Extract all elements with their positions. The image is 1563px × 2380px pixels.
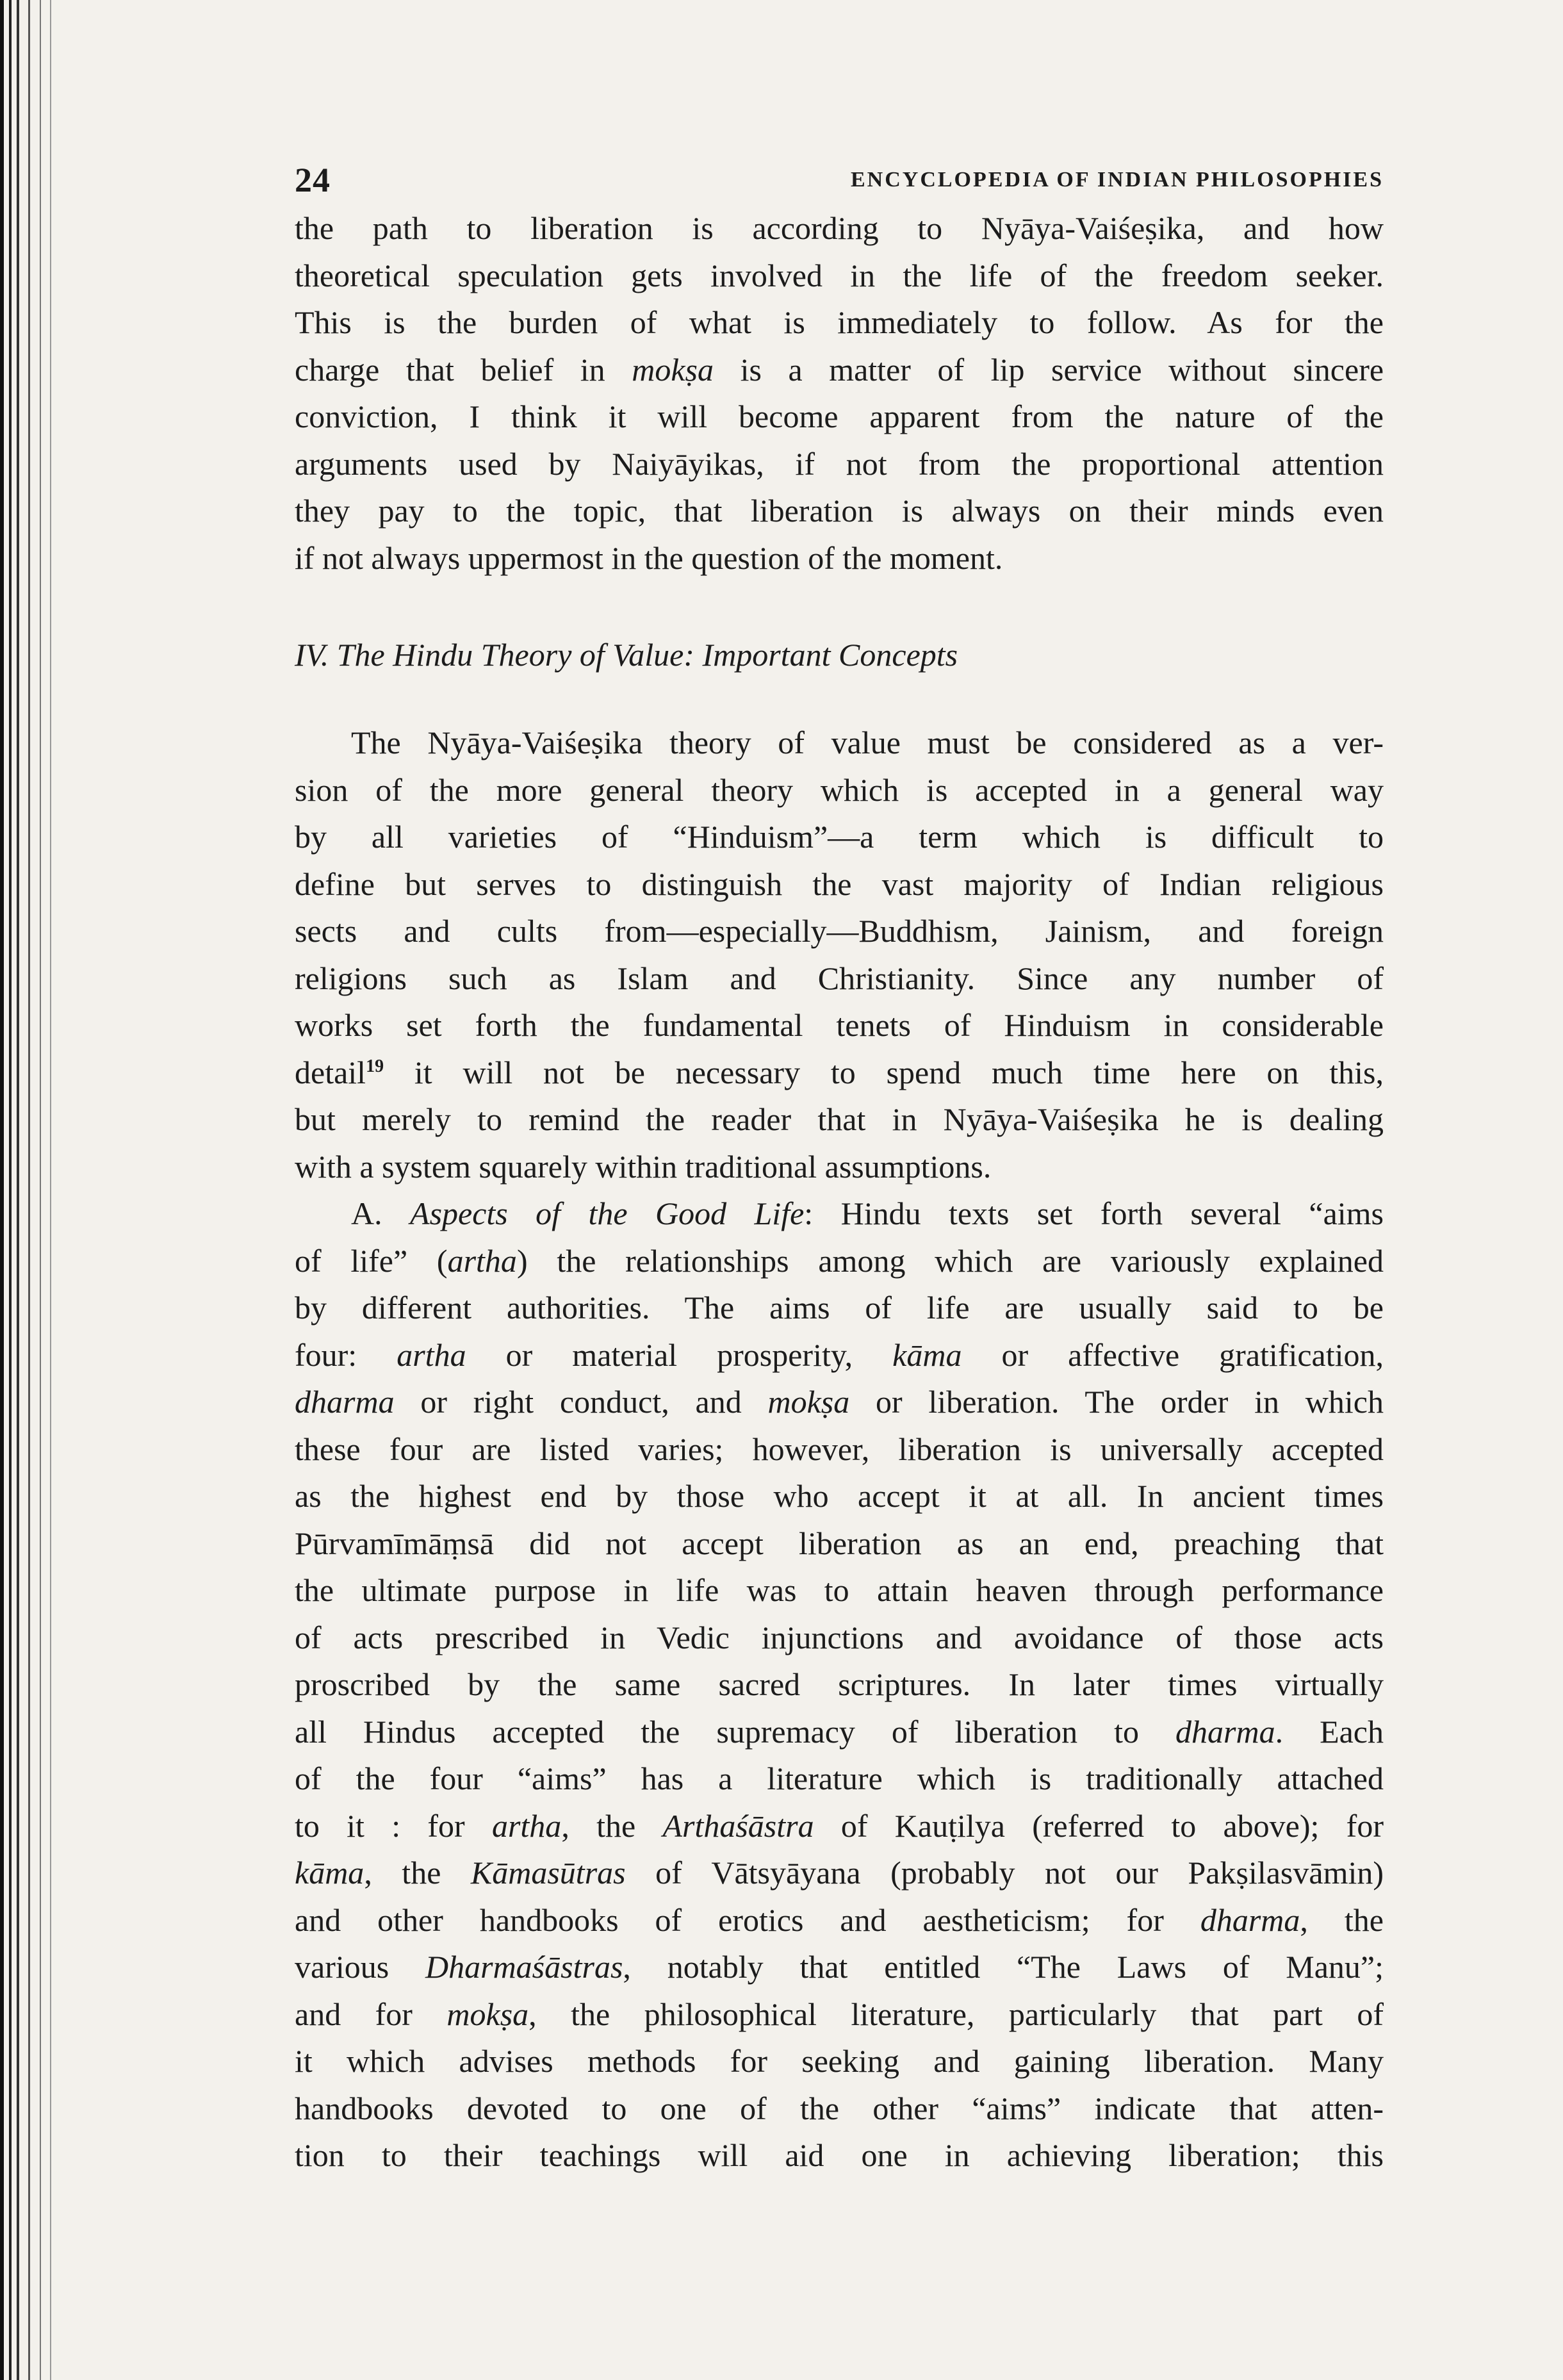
- text-line: [295, 347, 1384, 394]
- book-page: [295, 154, 1384, 2179]
- term-dharma: dharma: [1175, 1713, 1275, 1750]
- text-line: [295, 1803, 1384, 1850]
- title-arthasastra: Arthaśāstra: [662, 1807, 814, 1844]
- term-artha: artha: [447, 1242, 517, 1279]
- text-fragment: ) the relationships among which are variously explained: [516, 1242, 1384, 1279]
- text-fragment: four:: [295, 1336, 397, 1373]
- text-line: This is the burden of what is immediately to follow. As for the: [295, 304, 1384, 340]
- text-line: with a system squarely within traditional assumptions.: [295, 1148, 992, 1185]
- text-line: [295, 1897, 1384, 1944]
- term-moksa: mokṣa: [446, 1996, 529, 2032]
- text-fragment: , the philosophical literature, particularly that part of: [528, 1996, 1384, 2032]
- section-title-main: The Hindu Theory of Value: [336, 637, 684, 673]
- text-line: define but serves to distinguish the vast majority of Indian religious: [295, 866, 1384, 902]
- text-fragment: and other handbooks of erotics and aestheticism; for: [295, 1901, 1200, 1938]
- text-fragment: various: [295, 1949, 425, 1985]
- section-numeral: IV.: [295, 637, 329, 673]
- title-kamasutras: Kāmasūtras: [470, 1855, 626, 1891]
- text-line: works set forth the fundamental tenets of Hinduism in considerable: [295, 1007, 1384, 1043]
- text-line: handbooks devoted to one of the other “aims” indicate that atten-: [295, 2090, 1384, 2126]
- text-line: arguments used by Naiyāyikas, if not from the proportional attention: [295, 445, 1384, 482]
- text-fragment: all Hindus accepted the supremacy of liberation to: [295, 1713, 1175, 1750]
- title-dharmasastras: Dharmaśāstras: [425, 1949, 623, 1985]
- text-line: these four are listed varies; however, liberation is universally accepted: [295, 1431, 1384, 1467]
- text-line: the ultimate purpose in life was to attain heaven through performance: [295, 1572, 1384, 1608]
- text-line: [295, 1850, 1384, 1897]
- section-title-sub: : Important Concepts: [683, 637, 958, 673]
- paragraph-1: [295, 205, 1384, 582]
- text-line: [295, 1944, 1384, 1991]
- text-line: of the four “aims” has a literature which is traditionally attached: [295, 1760, 1384, 1796]
- text-line: theoretical speculation gets involved in the life of the freedom seeker.: [295, 257, 1384, 293]
- running-head: [295, 154, 1384, 205]
- text-line: proscribed by the same sacred scriptures. In later times virtually: [295, 1666, 1384, 1702]
- term-moksa: mokṣa: [767, 1384, 850, 1420]
- text-line: [295, 1238, 1384, 1285]
- text-fragment: or right conduct, and: [394, 1384, 768, 1420]
- text-line: [295, 1991, 1384, 2039]
- text-line: by different authorities. The aims of life are usually said to be: [295, 1290, 1384, 1325]
- subsection-title: Aspects of the Good Life: [410, 1195, 805, 1231]
- text-line: as the highest end by those who accept it at all. In ancient times: [295, 1478, 1384, 1514]
- text-line: Pūrvamīmāṃsā did not accept liberation as an end, preaching that: [295, 1525, 1384, 1561]
- term-artha: artha: [491, 1807, 562, 1844]
- text-line: [295, 1049, 1384, 1097]
- text-fragment: , the: [364, 1855, 471, 1891]
- paragraph-3: [295, 1190, 1384, 2179]
- text-line: sion of the more general theory which is accepted in a general way: [295, 771, 1384, 808]
- text-line: [295, 1190, 1384, 1238]
- text-line: it which advises methods for seeking and gaining liberation. Many: [295, 2043, 1384, 2079]
- text-line: the path to liberation is according to Nyāya-Vaiśeṣika, and how: [295, 210, 1384, 246]
- text-line: conviction, I think it will become apparent from the nature of the: [295, 398, 1384, 434]
- text-fragment: of Kauṭilya (referred to above); for: [814, 1807, 1384, 1844]
- text-line: tion to their teachings will aid one in achieving liberation; this: [295, 2137, 1384, 2173]
- text-line: by all varieties of “Hinduism”—a term which is difficult to: [295, 819, 1384, 855]
- text-fragment: of life” (: [295, 1242, 448, 1279]
- term-kama: kāma: [892, 1336, 962, 1373]
- text-line: [295, 1379, 1384, 1426]
- text-line: The Nyāya-Vaiśeṣika theory of value must be considered as a ver-: [351, 725, 1384, 760]
- text-line: they pay to the topic, that liberation is always on their minds even: [295, 493, 1384, 529]
- section-heading: [295, 632, 1384, 678]
- paragraph-2: [295, 719, 1384, 1190]
- text-line: religions such as Islam and Christianity. Since any number of: [295, 960, 1384, 996]
- text-line: [295, 1709, 1384, 1756]
- text-fragment: and for: [295, 1996, 447, 2032]
- footnote-marker: 19: [366, 1056, 384, 1076]
- text-line: sects and cults from—especially—Buddhism, Jainism, and foreign: [295, 913, 1384, 949]
- text-fragment: it will not be necessary to spend much time here on this,: [414, 1054, 1384, 1090]
- text-fragment: of Vātsyāyana (probably not our Pakṣilasvāmin): [625, 1855, 1384, 1891]
- text-fragment: , notably that entitled “The Laws of Manu”;: [623, 1949, 1384, 1985]
- term-artha: artha: [397, 1336, 466, 1373]
- text-fragment: : Hindu texts set forth several “aims: [804, 1195, 1384, 1231]
- text-fragment: is a matter of lip service without sincere: [740, 351, 1384, 388]
- text-fragment: or affective gratification,: [962, 1336, 1384, 1373]
- text-fragment: charge that belief in: [295, 351, 605, 388]
- subsection-label: A.: [351, 1195, 382, 1231]
- scan-binding-edge: [0, 0, 61, 2380]
- text-line: [295, 1332, 1384, 1379]
- text-fragment: . Each: [1275, 1713, 1384, 1750]
- text-fragment: , the: [561, 1807, 663, 1844]
- text-fragment: or material prosperity,: [466, 1336, 893, 1373]
- term-kama: kāma: [295, 1855, 364, 1891]
- text-line: of acts prescribed in Vedic injunctions and avoidance of those acts: [295, 1619, 1384, 1655]
- page-number: 24: [295, 161, 331, 199]
- text-fragment: detail: [295, 1054, 366, 1090]
- text-line: if not always uppermost in the question of the moment.: [295, 539, 1003, 576]
- running-title: ENCYCLOPEDIA OF INDIAN PHILOSOPHIES: [850, 168, 1384, 192]
- text-fragment: to it : for: [295, 1807, 492, 1844]
- term-dharma: dharma: [1200, 1901, 1300, 1938]
- term-moksa: mokṣa: [632, 351, 714, 388]
- text-line: but merely to remind the reader that in Nyāya-Vaiśeṣika he is dealing: [295, 1101, 1384, 1137]
- term-dharma: dharma: [295, 1384, 395, 1420]
- text-fragment: or liberation. The order in which: [849, 1384, 1384, 1420]
- text-fragment: , the: [1300, 1901, 1384, 1938]
